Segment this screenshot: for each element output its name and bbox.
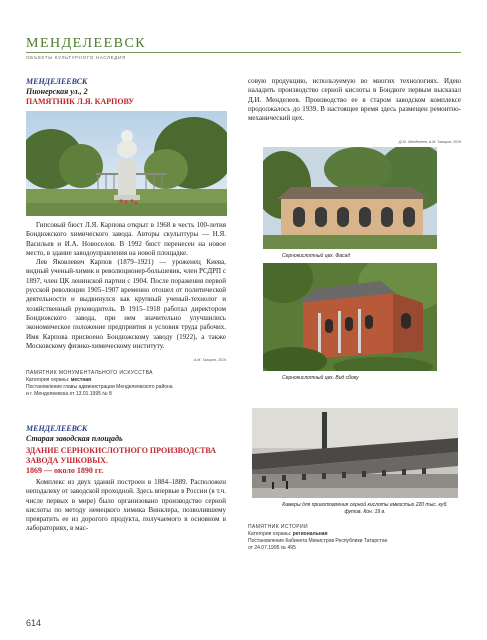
monument2-place: МЕНДЕЛЕЕВСК: [26, 424, 88, 433]
monument1-protection-info: [26, 370, 246, 398]
side-view-caption: Сернокислотный цех. Вид сбоку: [282, 375, 359, 381]
monument2-decree-line: Постановление Кабинета Министров Республики Татарстан: [248, 538, 388, 544]
monument2-dates: 1869 — около 1890 гг.: [26, 466, 104, 475]
category-value: местная: [70, 377, 92, 383]
monument2-protection-info: [248, 524, 461, 552]
facade-photo: [263, 147, 437, 249]
category-label: Категория охраны:: [26, 377, 71, 383]
monument2-paragraph: Комплекс из двух зданий построен в 1884–1889. Расположен неподалеку от заводской проходной. Здесь впервые в России (в т.ч. числе первых в мире) было организовано производство серной кислоты по методу немецкого химика Винклера, позволившему превратить ее из дорогого продукта, получаемого в основном в лабораториях, в мас-: [26, 478, 226, 533]
monument1-address: Пионерская ул., 2: [26, 87, 88, 96]
monument1-title: ПАМЯТНИК Л.Я. КАРПОВУ: [26, 97, 135, 106]
monument1-category-heading: ПАМЯТНИК МОНУМЕНТАЛЬНОГО ИСКУССТВА: [26, 370, 153, 376]
page-number: 614: [26, 618, 42, 628]
right-column-text: [248, 77, 461, 123]
monument2-category-heading: ПАМЯТНИК ИСТОРИИ: [248, 524, 308, 530]
continuation-paragraph: совую продукцию, используемую во многих технологиях. Идею наладить производство серной кислоты в Бондюге первым высказал Д.И. Менделеев. Производство ее в старом заводском комплексе продолжалось до 1939. В настоящее время здесь размещен ремонтно-механический цех.: [248, 77, 461, 123]
monument1-category-line: [26, 377, 246, 384]
monument2-decree-line: от 24.07.1995 № 495: [248, 545, 296, 551]
header-rule: [26, 52, 461, 53]
monument2-text: [26, 478, 226, 534]
category-label: Категория охраны:: [248, 531, 293, 537]
bust-monument-photo: [26, 111, 227, 216]
monument1-paragraph: Лев Яковлевич Карпов (1879–1921) — уроженец Киева, видный ученый-химик и революционер-большевик, член РСДРП с 1897, член ЦК ленинской партии с 1904. После поражения первой русской революции 1905–1907 временно отошел от политической деятельности и выдвинулся как крупный ученый-технолог и хозяйственный руководитель. В 1915–1918 работал директором Бондюжского завода, при нем значительно улучшились экономическое положение предприятия и условия труда рабочих. Имя Карпова присвоено Бондюжскому заводу (1922), а также Московскому физико-химическому институту.: [26, 258, 226, 350]
running-header-title: МЕНДЕЛЕЕВСК: [26, 36, 147, 51]
monument1-paragraph: Гипсовый бюст Л.Я. Карпова открыт в 1968 в честь 100-летия Бондюжского химического завода. Авторы скульптуры — Н.Я. Васильев и И.А. Новоселов. В 1992 бюст перенесен на новое место, в здание заводоуправления на новой площадке.: [26, 221, 226, 257]
historic-chambers-caption: Камеры для приготовления серной кислоты емкостью 220 тыс. куб. футов. Кон. 19 в.: [282, 502, 448, 515]
monument1-text: [26, 221, 226, 351]
facade-caption: Сернокислотный цех. Фасад: [282, 253, 351, 259]
side-view-photo: [263, 263, 437, 371]
right-column-photo-credit: Д.Ю. Менделеев, А.М. Тагиров, 2019: [398, 140, 461, 144]
monument2-heading: [26, 424, 236, 476]
monument2-title: ЗДАНИЕ СЕРНОКИСЛОТНОГО ПРОИЗВОДСТВА ЗАВОДА УШКОВЫХ.: [26, 446, 217, 465]
monument2-category-line: [248, 531, 461, 538]
monument2-address: Старая заводская площадь: [26, 434, 123, 443]
running-header-subtitle: ОБЪЕКТЫ КУЛЬТУРНОГО НАСЛЕДИЯ: [26, 55, 126, 60]
category-value: региональная: [292, 531, 328, 537]
monument1-photo-credit: А.М. Тагиров, 2019: [193, 358, 226, 362]
monument1-heading: [26, 77, 226, 107]
monument1-place: МЕНДЕЛЕЕВСК: [26, 77, 88, 86]
historic-chambers-photo: [252, 408, 458, 498]
monument1-decree-line: Постановление главы администрации Менделеевского района: [26, 384, 173, 390]
monument1-decree-line: и г. Менделеевска от 13.01.1995 № 8: [26, 391, 112, 397]
